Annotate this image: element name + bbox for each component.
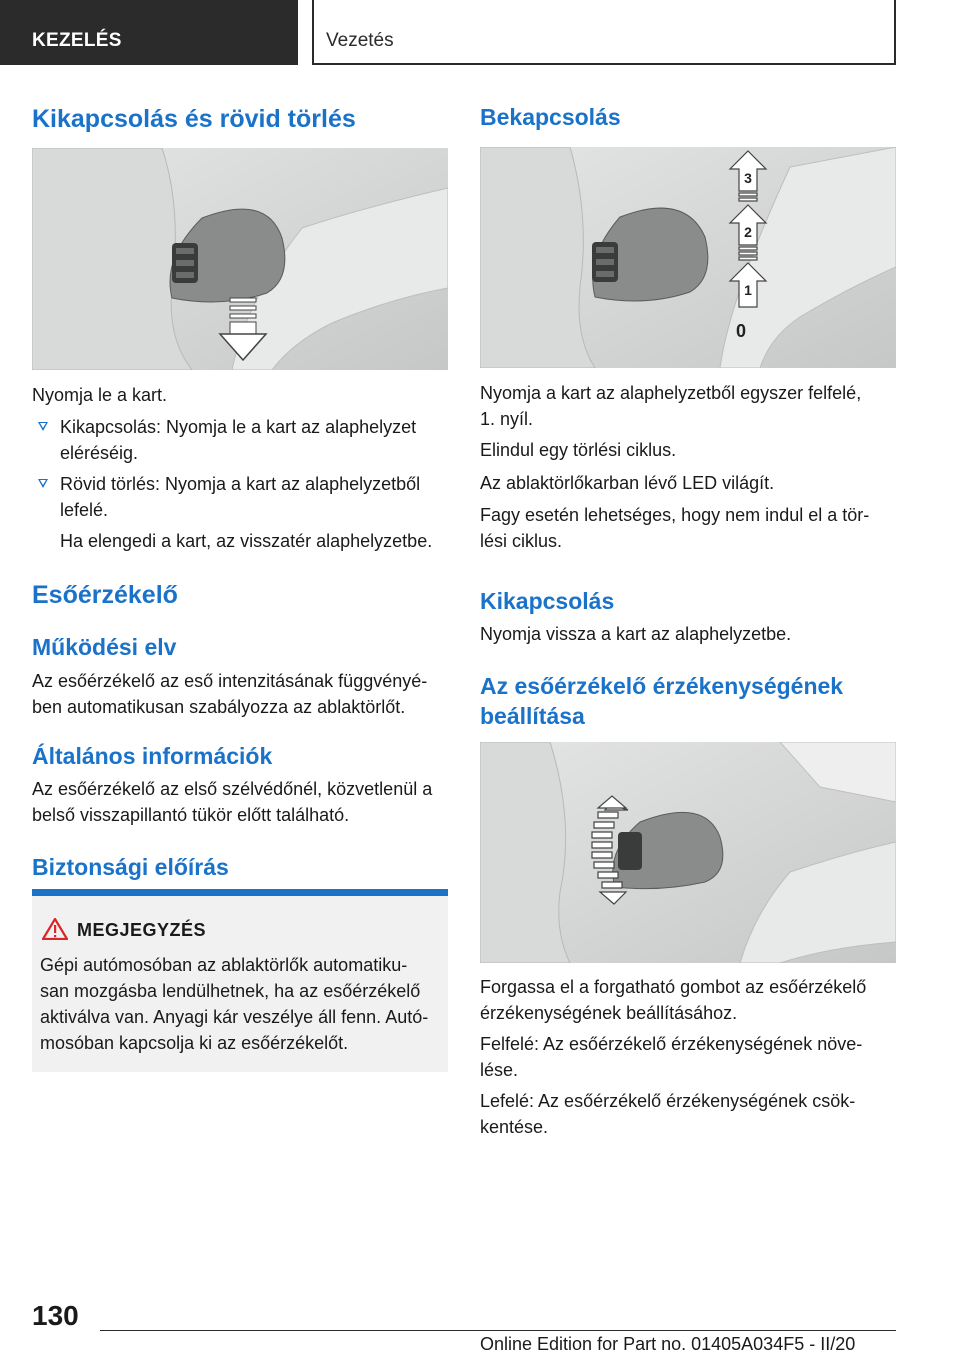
note-title: MEGJEGYZÉS xyxy=(77,920,207,940)
lever-down-illustration xyxy=(32,148,448,370)
warning-triangle-icon xyxy=(42,918,68,940)
triangle-bullet-icon xyxy=(38,479,48,488)
heading-switch-on: Bekapcsolás xyxy=(480,104,621,130)
heading-rain-sensor: Esőérzékelő xyxy=(32,581,178,609)
figure-lever-down xyxy=(32,148,448,370)
principle-text: Az esőérzékelő az eső intenzitásának függvényé- ben automatikusan szabályozza az ablaktörlőt. xyxy=(32,671,428,717)
heading-sensitivity: Az esőérzékelő érzékenységének beállítása xyxy=(480,673,844,729)
switch-on-text: Nyomja a kart az alaphelyzetből egyszer felfelé, 1. nyíl. xyxy=(480,383,862,429)
triangle-bullet-icon xyxy=(38,422,48,431)
note-body: Gépi autómosóban az ablaktörlők automatiku- san mozgásba lendülhetnek, ha az esőérzékelő aktiválva van. Anyagi kár veszélye áll fenn. Autó- mosóban kapcsolja ki az esőérzékelőt. xyxy=(40,955,429,1053)
switch-off-text: Nyomja vissza a kart az alaphelyzetbe. xyxy=(480,624,792,644)
led-text: Az ablaktörlőkarban lévő LED világít. xyxy=(480,473,775,493)
rotate-text: Forgassa el a forgatható gombot az esőérzékelő érzékenységének beállításához. xyxy=(480,977,867,1023)
figure-lever-up xyxy=(480,147,896,368)
figure-rotary-knob xyxy=(480,742,896,963)
wipe-cycle-text: Elindul egy törlési ciklus. xyxy=(480,440,677,460)
list-item: Rövid törlés: Nyomja a kart az alaphelyzetből lefelé. xyxy=(32,471,448,523)
rotary-knob-illustration xyxy=(480,742,896,963)
heading-off-short-wipe: Kikapcsolás és rövid törlés xyxy=(32,105,356,133)
heading-switch-off: Kikapcsolás xyxy=(480,588,615,614)
list-extra-text: Ha elengedi a kart, az visszatér alaphelyzetbe. xyxy=(60,531,433,551)
decrease-text: Lefelé: Az esőérzékelő érzékenységének csök- kentése. xyxy=(480,1091,856,1137)
footer-divider xyxy=(100,1330,896,1331)
section-tab xyxy=(0,0,298,65)
arrow-label-1: 1 xyxy=(744,282,752,298)
page-number: 130 xyxy=(32,1300,79,1331)
arrow-label-2: 2 xyxy=(744,224,752,240)
lever-up-illustration xyxy=(480,147,896,368)
general-text: Az esőérzékelő az első szélvédőnél, közvetlenül a belső visszapillantó tükör előtt található. xyxy=(32,779,433,825)
intro-text: Nyomja le a kart. xyxy=(32,385,168,405)
list-item: Kikapcsolás: Nyomja le a kart az alaphelyzet eléréséig. xyxy=(32,414,448,466)
chapter-label: Vezetés xyxy=(326,30,394,51)
chapter-tab xyxy=(312,0,896,65)
note-box xyxy=(32,896,448,1072)
position-label-0: 0 xyxy=(735,321,747,341)
safety-divider xyxy=(32,889,448,896)
footer-edition: Online Edition for Part no. 01405A034F5 - II/20 xyxy=(480,1334,856,1354)
frost-text: Fagy esetén lehetséges, hogy nem indul el a tör- lési ciklus. xyxy=(480,505,870,551)
heading-general-info: Általános információk xyxy=(32,743,273,769)
heading-principle: Működési elv xyxy=(32,634,177,660)
heading-safety: Biztonsági előírás xyxy=(32,854,229,880)
increase-text: Felfelé: Az esőérzékelő érzékenységének növe- lése. xyxy=(480,1034,863,1080)
section-label: KEZELÉS xyxy=(32,30,122,51)
arrow-label-3: 3 xyxy=(744,170,752,186)
